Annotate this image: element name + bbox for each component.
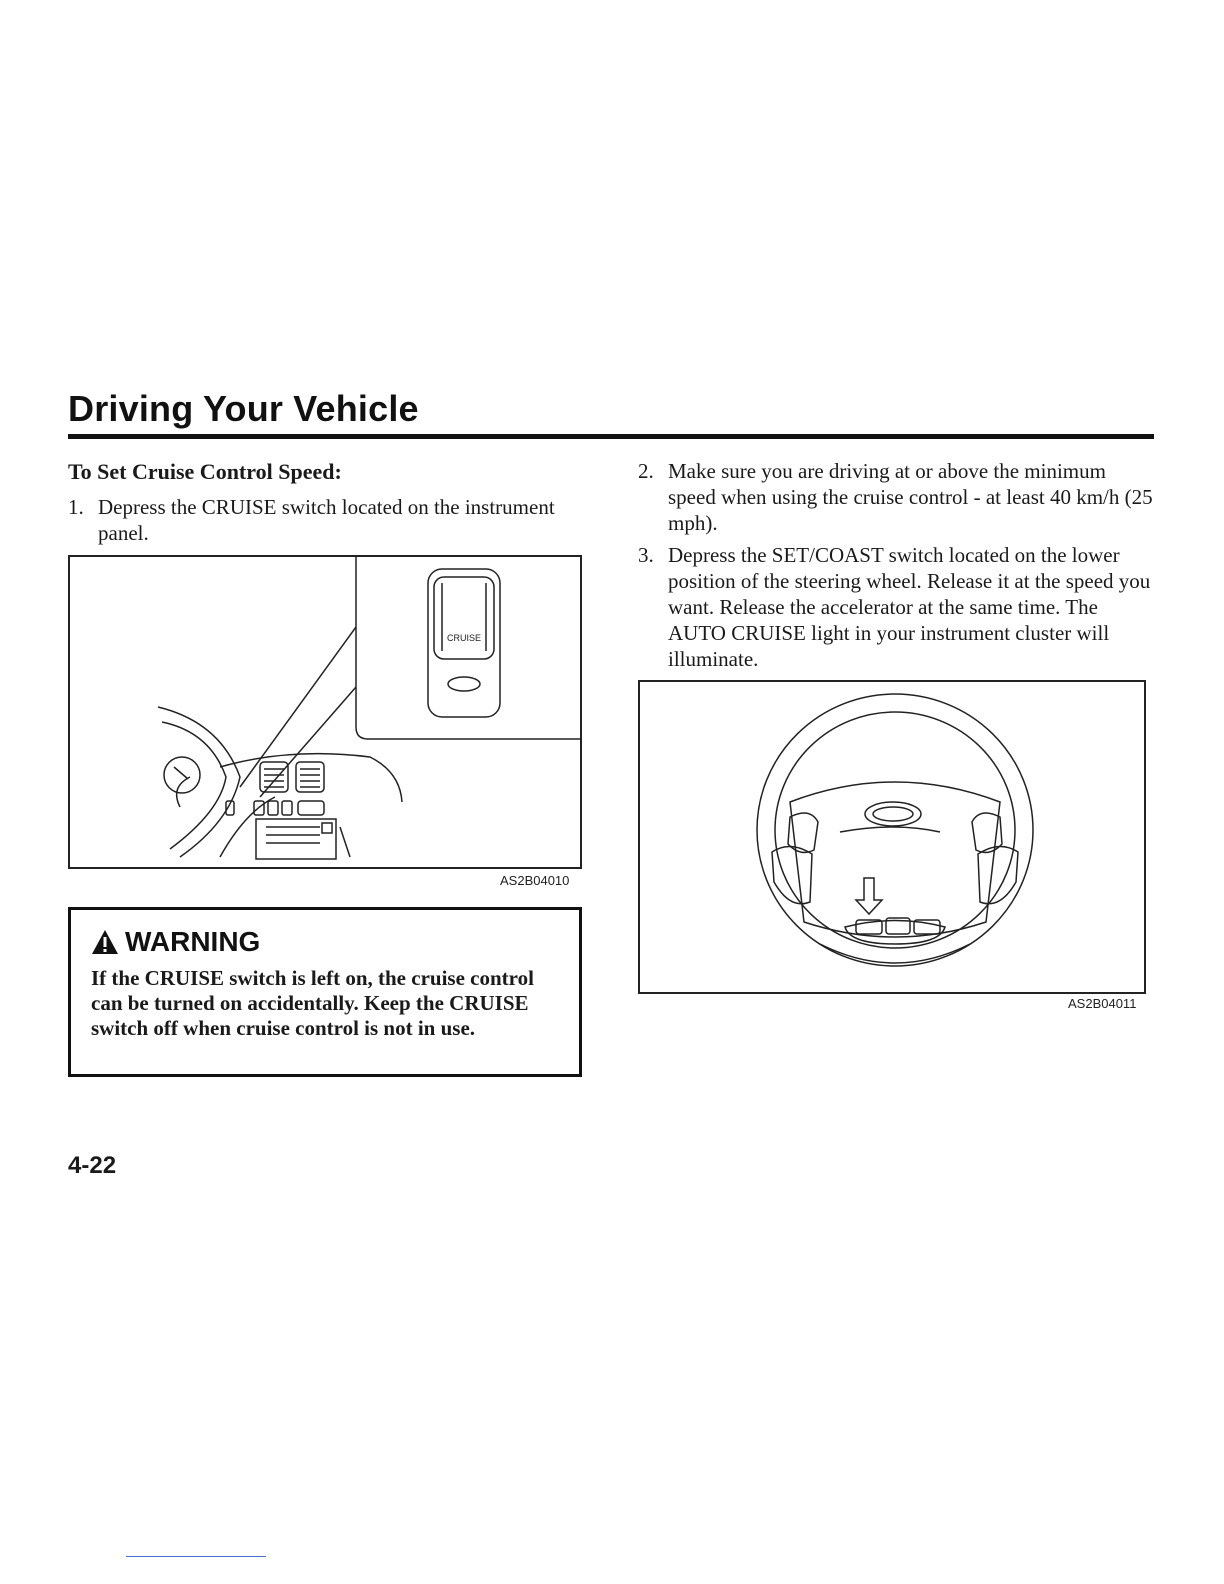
- step-1: [68, 494, 582, 546]
- warning-triangle-icon: [91, 929, 119, 955]
- warning-text: If the CRUISE switch is left on, the cruise control can be turned on accidentally. Keep the CRUISE switch off when cruise control is not in use.: [91, 966, 534, 1040]
- cruise-switch-label: CRUISE: [446, 633, 482, 643]
- step-text: Make sure you are driving at or above the minimum speed when using the cruise control - at least 40 km/h (25 mph).: [668, 459, 1153, 535]
- steering-wheel-drawing: [640, 682, 1144, 992]
- section-subhead: To Set Cruise Control Speed:: [68, 459, 342, 484]
- dashboard-illustration: [68, 555, 582, 869]
- step-text: Depress the CRUISE switch located on the instrument panel.: [98, 495, 555, 545]
- dashboard-drawing: [70, 557, 580, 867]
- figure-caption: AS2B04010: [500, 873, 570, 888]
- step-number: 2.: [638, 459, 654, 483]
- header-rule: [68, 434, 1154, 439]
- warning-title: WARNING: [125, 926, 261, 957]
- right-column: [638, 458, 1154, 678]
- step-2: [638, 458, 1154, 536]
- step-3: [638, 542, 1154, 672]
- bottom-rule: [126, 1556, 266, 1557]
- step-number: 1.: [68, 495, 84, 519]
- step-number: 3.: [638, 543, 654, 567]
- figure-caption: AS2B04011: [1068, 996, 1137, 1011]
- warning-box: [68, 907, 582, 1077]
- step-text: Depress the SET/COAST switch located on the lower position of the steering wheel. Release it at the speed you want. Release the accelerator at the same time. The AUTO CRUISE light in your instrument cluster will illuminate.: [668, 543, 1151, 671]
- steering-wheel-illustration: [638, 680, 1146, 994]
- page-number: 4-22: [68, 1152, 117, 1179]
- left-column: [68, 458, 582, 552]
- warning-heading: [91, 926, 559, 958]
- page-title: Driving Your Vehicle: [68, 388, 419, 429]
